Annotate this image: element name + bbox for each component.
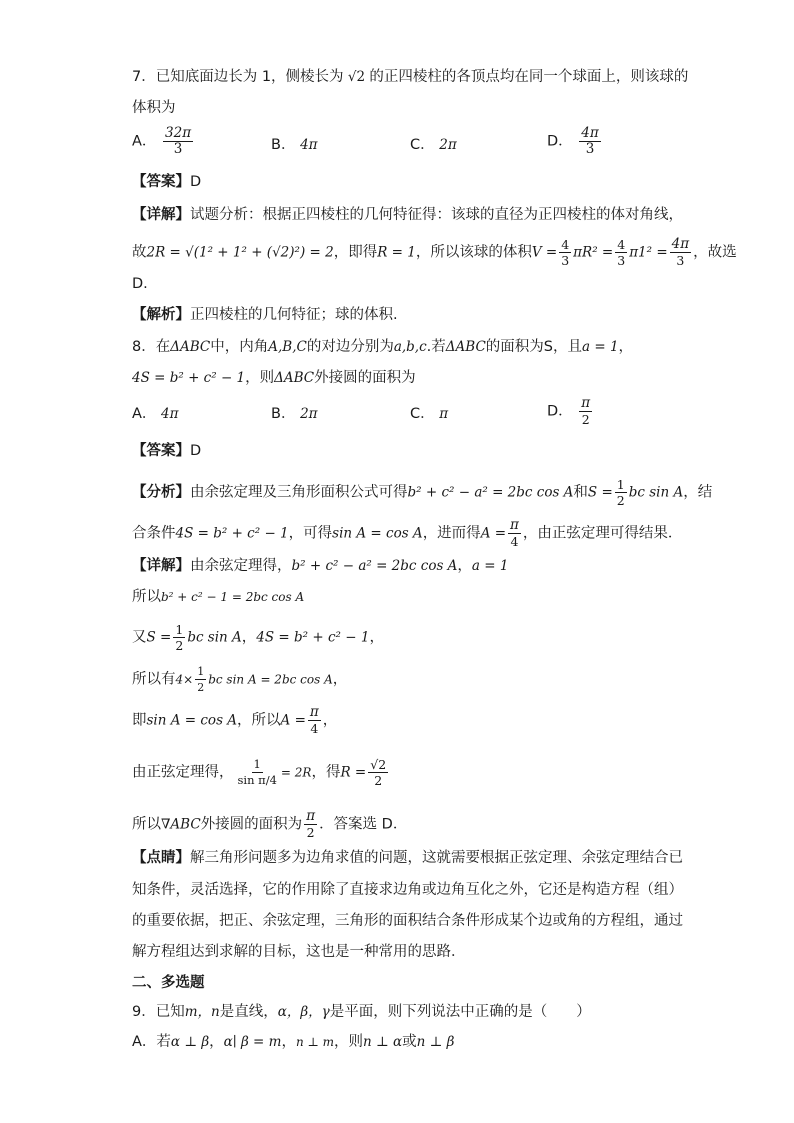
detail-text: 试题分析：根据正四棱柱的几何特征得：该球的直径为正四棱柱的体对角线， (190, 207, 683, 223)
fraction (173, 622, 185, 653)
denominator: 3 (617, 253, 626, 268)
q7-option-d (547, 126, 603, 157)
fenxi-text: ，由正弦定理可得结果． (522, 525, 683, 542)
xiangjie-tag: 【详解】 (132, 558, 190, 574)
q9-text: ，则 (334, 1034, 363, 1050)
fraction (670, 237, 691, 268)
q8-option-d (547, 396, 594, 427)
option-value: 4π (161, 406, 179, 422)
answer-tag: 【答案】 (132, 174, 190, 190)
q9-stem (132, 1002, 591, 1022)
fraction (579, 126, 600, 157)
fraction (368, 757, 388, 788)
denominator: 4 (510, 534, 519, 549)
q8-xiangjie-line3 (132, 622, 384, 653)
dianjing-text: 知条件，灵活选择，它的作用除了直接求边角或边角互化之外，它还是构造方程（组） (132, 882, 683, 898)
denominator: 4 (310, 721, 319, 736)
q8-text: 的面积为S，且 (485, 339, 582, 355)
q7-detail-line2 (132, 237, 737, 268)
fraction (236, 757, 279, 788)
fraction (615, 477, 627, 508)
option-label: A． (132, 133, 157, 150)
formula: A,B,C (268, 339, 307, 355)
q8-xiangjie-line1 (132, 556, 508, 576)
xiangjie-text: ， (241, 629, 257, 646)
denominator: 3 (585, 141, 595, 157)
formula: 4S = b² + c² − 1 (132, 370, 246, 386)
answer-tag: 【答案】 (132, 443, 190, 459)
xiangjie-text: ， (457, 558, 472, 574)
xiangjie-text: ，所以 (237, 712, 281, 729)
detail-text: ，故选 (693, 244, 737, 261)
q8-text: ， (618, 339, 634, 355)
q8-text: 外接圆的面积为 (314, 370, 416, 386)
fraction (163, 126, 193, 157)
detail-text: ，所以该球的体积 (415, 244, 532, 261)
formula: n ⊥ m (295, 1035, 334, 1049)
sqrt2-expr (344, 69, 370, 85)
q9-option-a (132, 1032, 454, 1052)
formula: A = (280, 712, 306, 729)
fraction (195, 664, 206, 695)
q9-text: ， (209, 1034, 224, 1050)
denominator: sin π/4 (237, 773, 277, 787)
formula: a,b,c (393, 339, 427, 355)
fenxi-tag: 【分析】 (132, 484, 190, 501)
numerator: π (581, 395, 591, 411)
option-label: A． (132, 406, 157, 422)
fenxi-text: ，可得 (288, 525, 333, 542)
formula: S = (146, 629, 172, 646)
xiangjie-text: 即 (132, 712, 147, 729)
q9-text: ， (281, 1034, 296, 1050)
q7-text: 体积为 (132, 100, 176, 116)
option-value: π (439, 406, 449, 422)
detail-text: D. (132, 276, 148, 292)
q8-fenxi-line1 (132, 477, 712, 508)
denominator: 2 (306, 825, 315, 840)
denominator: 2 (175, 638, 184, 653)
q7-analysis (132, 305, 398, 325)
formula: a = 1 (582, 339, 619, 355)
fenxi-text: ，进而得 (422, 525, 481, 542)
option-label: C． (410, 137, 435, 153)
formula: R = (340, 764, 367, 781)
denominator: 2 (374, 773, 383, 788)
numerator: π (510, 517, 519, 533)
q8-option-a (132, 404, 179, 424)
numerator: 4 (617, 237, 626, 252)
xiangjie-text: 由正弦定理得， (132, 764, 234, 781)
q9-text: 9．已知 (132, 1004, 185, 1020)
xiangjie-text: ， (332, 671, 348, 688)
denominator: 3 (173, 141, 183, 157)
denominator: 3 (676, 253, 685, 268)
q8-dianjing-line4 (132, 942, 466, 962)
fraction (615, 237, 627, 268)
formula: α，β，γ (277, 1004, 330, 1020)
xiangjie-text: 所以有 (132, 671, 176, 688)
formula: sin A = cos A (332, 525, 423, 542)
numerator: 1 (253, 757, 261, 771)
numerator: 32π (165, 125, 192, 141)
fraction (579, 396, 592, 427)
section-title (132, 973, 205, 993)
formula: S = (587, 484, 613, 501)
formula: 4S = b² + c² − 1 (256, 629, 370, 646)
q7-option-c (410, 135, 457, 155)
numerator: 1 (175, 622, 184, 637)
fenxi-text: 和 (573, 484, 588, 501)
formula: m，n (184, 1004, 220, 1020)
numerator: 4 (561, 237, 570, 252)
answer-value: D (190, 443, 202, 459)
option-label: C． (410, 406, 435, 422)
answer-value: D (190, 174, 202, 190)
q7-stem-line1 (132, 67, 688, 87)
formula: ΔABC (170, 339, 211, 355)
option-value: 2π (439, 137, 457, 153)
q7-text: 7．已知底面边长为 1，侧棱长为 (132, 69, 344, 85)
option-value: 2π (300, 406, 318, 422)
q8-xiangjie-line5 (132, 705, 337, 736)
q7-text: 的正四棱柱的各顶点均在同一个球面上，则该球的 (369, 69, 689, 85)
analysis-tag: 【解析】 (132, 307, 190, 323)
formula: A = (480, 525, 507, 542)
formula: 2R = √(1² + 1² + (√2)²) = 2 (146, 244, 334, 261)
formula: 4× (175, 672, 194, 687)
option-value: 4π (300, 137, 318, 153)
q8-dianjing-line3 (132, 911, 683, 931)
fraction (559, 237, 571, 268)
q7-stem-line2 (132, 98, 176, 118)
option-label: D． (547, 133, 573, 150)
q8-xiangjie-line4 (132, 664, 347, 695)
sqrt2: √2 (347, 69, 366, 85)
dianjing-tag: 【点睛】 (132, 850, 190, 866)
numerator: 1 (616, 477, 625, 492)
option-label: B． (271, 406, 296, 422)
q8-text: 的对边分别为 (306, 339, 394, 355)
formula: b² + c² − a² = 2bc cos A (291, 558, 458, 574)
option-label: D． (547, 403, 573, 420)
xiangjie-text: 外接圆的面积为 (200, 816, 303, 833)
q8-answer (132, 441, 201, 461)
formula: ΔABC (274, 370, 315, 386)
formula: bc sin A (187, 629, 242, 646)
formula: ΔABC (445, 339, 486, 355)
q7-option-a (132, 126, 195, 157)
xiangjie-text: ， (322, 712, 338, 729)
numerator: 4π (581, 125, 599, 141)
q7-detail-line3 (132, 274, 148, 294)
numerator: 1 (197, 665, 205, 678)
q8-dianjing-line2 (132, 880, 683, 900)
fraction (308, 705, 321, 736)
denominator: 2 (616, 493, 625, 508)
q8-option-c (410, 404, 448, 424)
numerator: √2 (370, 757, 387, 772)
q7-option-b (271, 135, 318, 155)
q8-text: ，则 (245, 370, 275, 386)
section-title-text: 二、多选题 (132, 975, 205, 991)
numerator: π (309, 704, 319, 720)
fraction (508, 518, 521, 549)
denominator: 2 (581, 412, 590, 427)
formula: n ⊥ α (363, 1034, 403, 1050)
q8-text: 中，内角 (210, 339, 269, 355)
q8-stem-line2 (132, 368, 416, 388)
formula: a = 1 (471, 558, 509, 574)
q8-text: 8．在 (132, 339, 171, 355)
xiangjie-text: ．答案选 D． (319, 816, 408, 833)
q7-detail-line1 (132, 205, 683, 225)
xiangjie-text: ， (369, 629, 384, 646)
denominator: 2 (197, 681, 205, 694)
xiangjie-text: 由余弦定理得， (190, 558, 292, 574)
q9-text: 是直线， (219, 1004, 278, 1020)
formula: bc sin A (628, 484, 684, 501)
q8-stem-line1 (132, 337, 633, 357)
q8-xiangjie-line7 (132, 809, 407, 840)
xiangjie-text: 所以 (132, 816, 161, 833)
q8-option-b (271, 404, 318, 424)
q9-text: 是平面，则下列说法中正确的是（ ） (329, 1004, 591, 1020)
formula: b² + c² − a² = 2bc cos A (407, 484, 574, 501)
detail-tag: 【详解】 (132, 207, 190, 223)
dianjing-text: 解方程组达到求解的目标，这也是一种常用的思路． (132, 944, 466, 960)
formula: πR² = (573, 244, 614, 261)
numerator: 4π (671, 236, 690, 252)
fenxi-text: ，结 (683, 484, 713, 501)
q8-fenxi-line2 (132, 518, 682, 549)
formula: α ⊥ β (170, 1034, 210, 1050)
formula: R = 1 (377, 244, 416, 261)
q8-xiangjie-line2 (132, 587, 304, 607)
option-label: B． (271, 137, 296, 153)
formula: bc sin A = 2bc cos A (208, 672, 333, 687)
formula: b² + c² − 1 = 2bc cos A (161, 590, 305, 604)
q9-text: A．若 (132, 1034, 171, 1050)
formula: = 2R (280, 765, 312, 780)
fenxi-text: 由余弦定理及三角形面积公式可得 (190, 484, 408, 501)
formula: α∣ β = m (223, 1034, 282, 1050)
detail-text: 故 (132, 244, 147, 261)
denominator: 3 (561, 253, 570, 268)
formula: 4S = b² + c² − 1 (175, 525, 289, 542)
xiangjie-text: 所以 (132, 589, 161, 605)
q8-xiangjie-line6 (132, 757, 390, 788)
xiangjie-text: 又 (132, 629, 147, 646)
q7-answer (132, 172, 201, 192)
xiangjie-text: ，得 (311, 764, 341, 781)
numerator: π (306, 808, 316, 824)
fenxi-text: 合条件 (132, 525, 176, 542)
q9-text: 或 (402, 1034, 417, 1050)
formula: sin A = cos A (146, 712, 238, 729)
formula: ∇ABC (161, 816, 201, 833)
formula: V = (531, 244, 558, 261)
fraction (304, 809, 317, 840)
formula: n ⊥ β (416, 1034, 455, 1050)
analysis-text: 正四棱柱的几何特征；球的体积. (190, 307, 398, 323)
dianjing-text: 解三角形问题多为边角求值的问题，这就需要根据正弦定理、余弦定理结合已 (190, 850, 683, 866)
q8-dianjing-line1 (132, 848, 683, 868)
formula: π1² = (629, 244, 668, 261)
detail-text: ，即得 (333, 244, 378, 261)
q8-text: .若 (426, 339, 446, 355)
dianjing-text: 的重要依据，把正、余弦定理，三角形的面积结合条件形成某个边或角的方程组，通过 (132, 913, 683, 929)
